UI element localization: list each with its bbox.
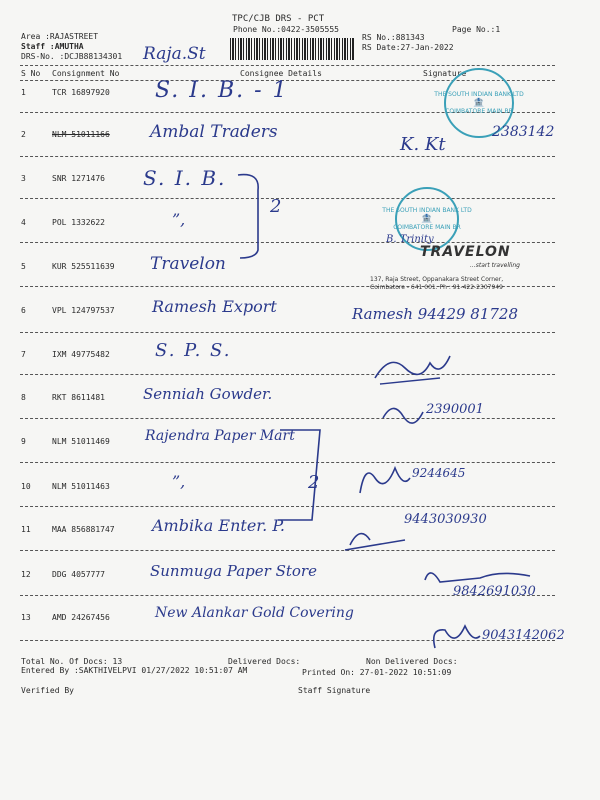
row-consignee-handwriting: Senniah Gowder. bbox=[143, 385, 273, 403]
row-consignment: VPL 124797537 bbox=[52, 306, 115, 315]
area-label: Area :RAJASTREET bbox=[21, 32, 99, 41]
signature-row-11-number: 9443030930 bbox=[404, 512, 487, 527]
header-top-rule bbox=[20, 65, 555, 66]
row-sno: 11 bbox=[21, 525, 31, 534]
row-consignment: POL 1332622 bbox=[52, 218, 105, 227]
row-consignment: RKT 8611481 bbox=[52, 393, 105, 402]
row-sno: 3 bbox=[21, 174, 26, 183]
signature-row-7 bbox=[370, 348, 460, 388]
bracket-count-2: 2 bbox=[308, 472, 320, 493]
row-sno: 12 bbox=[21, 570, 31, 579]
document-title: TPC/CJB DRS - PCT bbox=[232, 14, 325, 24]
row-consignee-handwriting: Ambal Traders bbox=[150, 122, 278, 142]
row-consignment: IXM 49775482 bbox=[52, 350, 110, 359]
row-consignee-handwriting: Rajendra Paper Mart bbox=[145, 428, 295, 444]
row-consignment: NLM 51011166 bbox=[52, 130, 110, 139]
column-sno: S No bbox=[21, 69, 41, 78]
travelon-address-1: 137, Raja Street, Oppanakara Street Corner, bbox=[370, 276, 504, 283]
row-consignee-handwriting: S. I. B. - 1 bbox=[155, 78, 289, 103]
row-consignment: DDG 4057777 bbox=[52, 570, 105, 579]
row-sno: 13 bbox=[21, 613, 31, 622]
signature-row-8 bbox=[378, 398, 428, 428]
row-consignment: KUR 525511639 bbox=[52, 262, 115, 271]
travelon-address-2: Coimbatore - 641 001. Ph : 91-422-2307949 bbox=[370, 284, 503, 291]
signature-row-6: Ramesh 94429 81728 bbox=[352, 305, 519, 323]
signature-row-11 bbox=[340, 520, 410, 554]
drs-number: DRS-No. :DCJB88134301 bbox=[21, 52, 123, 61]
column-consignee: Consignee Details bbox=[240, 69, 322, 78]
row-rule bbox=[20, 332, 555, 333]
row-consignment: SNR 1271476 bbox=[52, 174, 105, 183]
area-handwritten-note: Raja.St bbox=[143, 44, 206, 64]
phone-number: Phone No.:0422-3505555 bbox=[233, 25, 339, 34]
row-consignment: NLM 51011463 bbox=[52, 482, 110, 491]
travelon-stamp bbox=[370, 234, 540, 302]
verified-by: Verified By bbox=[21, 686, 74, 695]
total-docs: Total No. Of Docs: 13 bbox=[21, 657, 123, 666]
row-rule bbox=[20, 156, 555, 157]
barcode bbox=[230, 38, 355, 60]
row-rule bbox=[20, 198, 555, 199]
row-rule bbox=[20, 550, 555, 551]
row-sno: 6 bbox=[21, 306, 26, 315]
row-rule bbox=[20, 418, 555, 419]
travelon-tagline: ...start travelling bbox=[470, 262, 520, 269]
rs-number: RS No.:881343 bbox=[362, 33, 425, 42]
row-consignee-handwriting: ”, bbox=[172, 210, 186, 229]
delivered-docs: Delivered Docs: bbox=[228, 657, 301, 666]
signature-row-2-number: 2383142 bbox=[492, 124, 555, 140]
row-sno: 9 bbox=[21, 437, 26, 446]
row-sno: 8 bbox=[21, 393, 26, 402]
row-sno: 4 bbox=[21, 218, 26, 227]
rs-date: RS Date:27-Jan-2022 bbox=[362, 43, 454, 52]
signature-row-12-number: 9842691030 bbox=[453, 584, 536, 599]
row-consignee-handwriting: S. I. B. bbox=[143, 166, 227, 190]
travelon-handwriting: B. Trinity bbox=[386, 234, 434, 245]
signature-row-13-number: 9043142062 bbox=[482, 628, 565, 643]
row-consignee-handwriting: Ramesh Export bbox=[152, 297, 277, 316]
signature-row-13 bbox=[425, 618, 485, 658]
row-consignment: AMD 24267456 bbox=[52, 613, 110, 622]
column-signature: Signature bbox=[423, 69, 467, 78]
column-consignment: Consignment No bbox=[52, 69, 120, 78]
row-consignment: MAA 856881747 bbox=[52, 525, 115, 534]
staff-signature-label: Staff Signature bbox=[298, 686, 371, 695]
row-consignee-handwriting: New Alankar Gold Covering bbox=[155, 605, 354, 621]
staff-label: Staff :AMUTHA bbox=[21, 42, 84, 51]
signature-row-10-number: 9244645 bbox=[412, 466, 466, 480]
bank-stamp-1: THE SOUTH INDIAN BANK LTD 🏦 COIMBATORE MAIN BR bbox=[444, 68, 514, 138]
row-sno: 10 bbox=[21, 482, 31, 491]
bank-stamp-2: THE SOUTH INDIAN BANK LTD 🏦 COIMBATORE MAIN BR bbox=[395, 187, 459, 251]
row-consignee-handwriting: ”, bbox=[172, 472, 186, 491]
signature-row-10 bbox=[355, 458, 415, 498]
row-rule bbox=[20, 374, 555, 375]
entered-by: Entered By :SAKTHIVELPVI 01/27/2022 10:51:07 AM bbox=[21, 666, 248, 675]
page-number: Page No.:1 bbox=[452, 25, 501, 34]
non-delivered-docs: Non Delivered Docs: bbox=[366, 657, 458, 666]
bracket-rows-9-10 bbox=[270, 425, 330, 525]
printed-on: Printed On: 27-01-2022 10:51:09 bbox=[302, 668, 452, 677]
row-consignee-handwriting: S. P. S. bbox=[155, 340, 232, 361]
row-consignee-handwriting: Travelon bbox=[150, 254, 226, 274]
row-consignee-handwriting: Sunmuga Paper Store bbox=[150, 562, 317, 580]
row-sno: 1 bbox=[21, 88, 26, 97]
row-sno: 7 bbox=[21, 350, 26, 359]
row-sno: 2 bbox=[21, 130, 26, 139]
row-consignment: TCR 16897920 bbox=[52, 88, 110, 97]
travelon-logo: TRAVELON bbox=[420, 244, 511, 260]
signature-row-2-name: K. Kt bbox=[400, 134, 446, 155]
row-consignment: NLM 51011469 bbox=[52, 437, 110, 446]
row-sno: 5 bbox=[21, 262, 26, 271]
bracket-count-1: 2 bbox=[270, 196, 282, 217]
row-consignee-handwriting: Ambika Enter. P. bbox=[152, 516, 285, 535]
signature-row-8-number: 2390001 bbox=[426, 402, 484, 417]
